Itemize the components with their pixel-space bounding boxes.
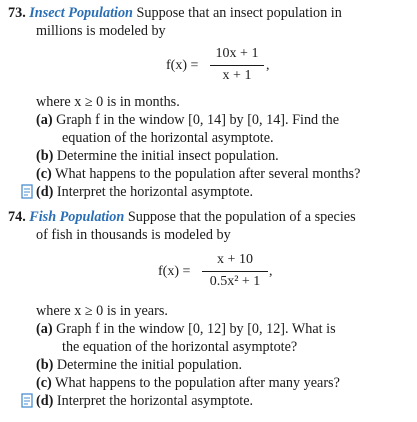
problem-intro: Suppose that the population of a species bbox=[127, 209, 356, 225]
formula-comma: , bbox=[269, 264, 273, 279]
part-label: (c) bbox=[36, 166, 52, 182]
problem-number: 74. bbox=[8, 209, 26, 225]
problem-intro-continued: of fish in thousands is modeled by bbox=[36, 227, 231, 243]
part-text: Determine the initial population. bbox=[56, 357, 243, 373]
fraction-bar bbox=[202, 271, 268, 272]
formula bbox=[166, 46, 286, 90]
part-text: What happens to the population after many years? bbox=[55, 375, 340, 391]
fraction bbox=[210, 46, 264, 90]
part-label: (d) bbox=[36, 393, 54, 409]
problem-intro: Suppose that an insect population in bbox=[136, 5, 342, 21]
part-text: Determine the initial insect population. bbox=[56, 148, 279, 164]
domain-statement: where x ≥ 0 is in months. bbox=[36, 94, 180, 110]
part-a-continued: equation of the horizontal asymptote. bbox=[62, 130, 274, 146]
part-text: Graph f in the window [0, 12] by [0, 12]. What is bbox=[56, 321, 336, 337]
part-d bbox=[36, 183, 253, 201]
fraction-bar bbox=[210, 65, 264, 66]
problem-74-header bbox=[8, 208, 356, 226]
part-c bbox=[36, 374, 340, 392]
part-label: (b) bbox=[36, 357, 54, 373]
writing-exercise-icon bbox=[21, 184, 34, 199]
part-label: (b) bbox=[36, 148, 54, 164]
formula bbox=[158, 252, 288, 296]
formula-lhs: f(x) = bbox=[166, 58, 199, 73]
problem-number: 73. bbox=[8, 5, 26, 21]
part-a-continued: the equation of the horizontal asymptote? bbox=[62, 339, 298, 355]
part-d bbox=[36, 392, 253, 410]
formula-lhs: f(x) = bbox=[158, 264, 191, 279]
problem-topic: Fish Population bbox=[29, 209, 125, 225]
problem-topic: Insect Population bbox=[29, 5, 133, 21]
domain-statement: where x ≥ 0 is in years. bbox=[36, 303, 168, 319]
part-text: Graph f in the window [0, 14] by [0, 14]. Find the bbox=[56, 112, 340, 128]
part-label: (a) bbox=[36, 321, 53, 337]
part-text: Interpret the horizontal asymptote. bbox=[56, 393, 254, 409]
part-b bbox=[36, 356, 242, 374]
part-label: (c) bbox=[36, 375, 52, 391]
problem-73-header bbox=[8, 4, 342, 22]
fraction bbox=[202, 252, 268, 296]
part-a bbox=[36, 111, 339, 129]
fraction-denominator: x + 1 bbox=[222, 68, 252, 83]
writing-exercise-icon bbox=[21, 393, 34, 408]
part-text: What happens to the population after several months? bbox=[55, 166, 361, 182]
part-text: Interpret the horizontal asymptote. bbox=[56, 184, 254, 200]
fraction-numerator: x + 10 bbox=[217, 252, 253, 267]
fraction-denominator: 0.5x² + 1 bbox=[209, 274, 261, 289]
part-c bbox=[36, 165, 360, 183]
problem-intro-continued: millions is modeled by bbox=[36, 23, 166, 39]
part-a bbox=[36, 320, 336, 338]
fraction-numerator: 10x + 1 bbox=[215, 46, 259, 61]
part-label: (d) bbox=[36, 184, 54, 200]
formula-comma: , bbox=[266, 58, 270, 73]
part-b bbox=[36, 147, 279, 165]
part-label: (a) bbox=[36, 112, 53, 128]
